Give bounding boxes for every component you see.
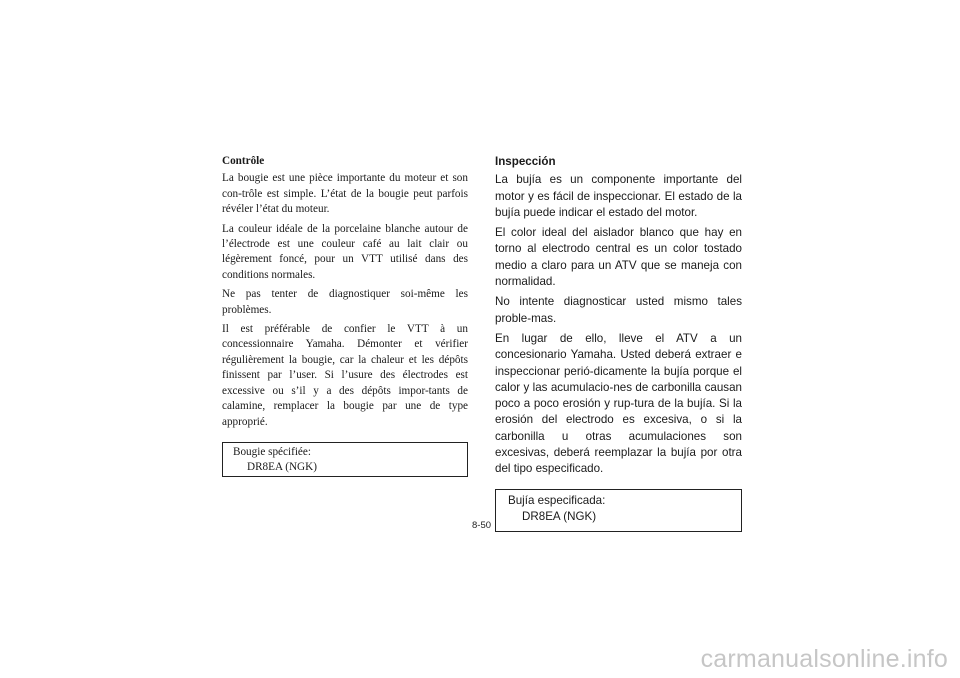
french-paragraph-4: Il est préférable de confier le VTT à un concessionnaire Yamaha. Démonter et vérifier régulièrement la bougie, car la chaleur et les dépôts finissent par l’user. Si l’usure des électrodes est excessive ou s’il y a des dépôts impor-tants de calamine, remplacer la bougie par une de type approprié. — [222, 323, 468, 428]
spanish-spec-value: DR8EA (NGK) — [522, 509, 597, 523]
french-spec-box — [222, 442, 468, 477]
french-column — [222, 154, 468, 477]
spanish-paragraph-1: La bujía es un componente importante del motor y es fácil de inspeccionar. El estado de la bujía puede indicar el estado del motor. — [495, 173, 742, 219]
spanish-paragraph-4: En lugar de ello, lleve el ATV a un concesionario Yamaha. Usted deberá extraer e inspeccionar perió-dicamente la bujía porque el calor y las acumulacio-nes de carbonilla causan poco a poco erosión y rup-tura de la bujía. Si la erosión del electrodo es excesiva, o si la carbonilla u otras acumulaciones son excesivas, deberá reemplazar la bujía por otra del tipo especificado. — [495, 331, 742, 476]
spanish-heading: Inspección — [495, 155, 556, 168]
spanish-paragraph-3: No intente diagnosticar usted mismo tales proble-mas. — [495, 295, 742, 325]
spanish-spec-label: Bujía especificada: — [508, 493, 606, 507]
french-paragraph-3: Ne pas tenter de diagnostiquer soi-même les problèmes. — [222, 288, 468, 316]
watermark: carmanualsonline.info — [700, 645, 948, 673]
french-paragraph-1: La bougie est une pièce importante du moteur et son con-trôle est simple. L’état de la bougie peut parfois révéler l’état du moteur. — [222, 172, 468, 216]
spanish-column — [495, 154, 742, 532]
spanish-paragraph-2: El color ideal del aislador blanco que hay en torno al electrodo central es un color tostado medio a claro para un ATV que se maneja con normalidad. — [495, 226, 742, 289]
spanish-spec-box — [495, 489, 742, 533]
french-paragraph-2: La couleur idéale de la porcelaine blanche autour de l’électrode est une couleur café au lait clair ou légèrement foncé, pour un VTT utilisé dans des conditions normales. — [222, 222, 468, 281]
french-spec-value: DR8EA (NGK) — [247, 461, 317, 474]
french-spec-label: Bougie spécifiée: — [233, 445, 311, 458]
french-heading: Contrôle — [222, 155, 265, 167]
page-number: 8-50 — [472, 520, 492, 531]
